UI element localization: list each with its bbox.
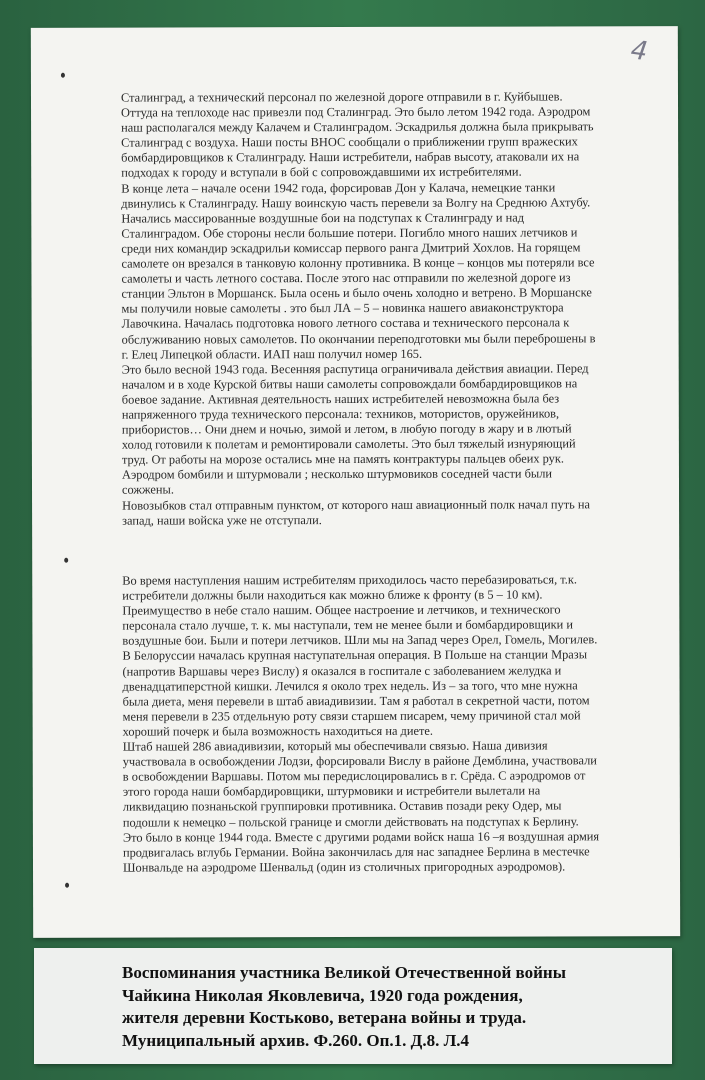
- text-line: труд. От работы на морозе остались мне на память контрактуры пальцев обеих рук.: [121, 451, 564, 467]
- caption-line: Муниципальный архив. Ф.260. Оп.1. Д.8. Л.4: [122, 1030, 469, 1050]
- text-line: самолете он врезался в танковую колонну противника. В конце – концов мы потеряли все: [121, 255, 595, 271]
- text-line: В конце лета – начале осени 1942 года, форсировав Дон у Калача, немецкие танки: [121, 180, 556, 196]
- text-line: в освобождении Варшавы. Потом мы передислоцировались в г. Срёда. С аэродромов от: [122, 768, 586, 784]
- handwritten-page-number: 4: [629, 35, 650, 68]
- text-line: самолеты и часть летного состава. После этого нас отправили по железной дороге из: [121, 270, 571, 286]
- document-sheet: [31, 26, 680, 938]
- text-line: напряженного труда технического персонала: техников, мотористов, оружейников,: [121, 406, 560, 422]
- text-line: Начались массированные воздушные бои на подступах к Сталинграду и над: [121, 210, 525, 226]
- text-line: запад, наши войска уже не отступали.: [122, 512, 322, 528]
- text-line: холод готовили к полетам и ремонтировали самолеты. Это был тяжелый изнуряющий: [121, 436, 576, 452]
- text-line: бомбардировщиков к Сталинграду. Наши истребители, набрав высоту, атаковали их на: [121, 149, 580, 165]
- text-line: была диета, меня перевели в штаб авиадивизии. Там я работал в секретной части, потом: [122, 693, 590, 709]
- text-line: продвигалась вглубь Германии. Война закончилась для нас западнее Берлина в местечке: [122, 844, 590, 860]
- text-line: двенадцатиперстной кишки. Лечился я около трех недель. Из – за того, что мне нужна: [122, 678, 578, 694]
- text-line: Лавочкина. Началась подготовка нового летного состава и технического персонала к: [121, 315, 570, 332]
- text-line: В Белоруссии началась крупная наступательная операция. В Польше на станции Мразы: [122, 647, 588, 664]
- text-line: боевое задание. Активная деятельность наших истребителей невозможна была без: [121, 391, 560, 407]
- text-line: Сталинград с воздуха. Наши посты ВНОС сообщали о приближении групп вражеских: [121, 134, 578, 150]
- text-line: этого города наши бомбардировщики, штурмовики и истребители вылетали на: [122, 783, 541, 799]
- text-line: хороший почерк и была возможность находиться на диете.: [122, 723, 433, 739]
- text-line: Это было в конце 1944 года. Вместе с другими родами войск наша 16 –я воздушная армия: [122, 828, 600, 845]
- text-line: мы получили новые самолеты . это был ЛА – 5 – новинка нашего авиаконструктора: [121, 300, 564, 316]
- text-line: Новозыбков стал отправным пунктом, от которого наш авиационный полк начал путь на: [122, 496, 591, 513]
- text-line: Шонвальде на аэродроме Шенвальд (один из столичных пригородных аэродромов).: [122, 859, 566, 875]
- text-line: Аэродром бомбили и штурмовали ; несколько штурмовиков соседней части были: [121, 466, 553, 482]
- text-line: обслуживанию новых самолетов. По окончании переподготовки мы были переброшены в: [121, 330, 596, 347]
- text-line: Во время наступления нашим истребителям приходилось часто перебазироваться, т.к.: [122, 572, 578, 588]
- staple-hole-mark: [61, 73, 65, 78]
- text-line: воздушные бои. Были и потери летчиков. Шли мы на Запад через Орел, Гомель, Могилев.: [122, 632, 598, 648]
- text-line: наш располагался между Калачем и Сталинградом. Эскадрилья должна была прикрывать: [121, 119, 594, 135]
- text-line: Сталинградом. Обе стороны несли большие потери. Погибло много наших летчиков и: [121, 225, 578, 241]
- text-line: Оттуда на теплоходе нас привезли под Сталинград. Это было летом 1942 года. Аэродром: [121, 104, 591, 120]
- text-line: подошли к немецко – польской границе и смогли действовать на подступах к Берлину.: [122, 813, 579, 830]
- caption-line: жителя деревни Костьково, ветерана войны и труда.: [122, 1008, 527, 1027]
- text-line: г. Елец Липецкой области. ИАП наш получил номер 165.: [121, 346, 423, 362]
- text-line: участвовала в освобождении Лодзи, форсировали Вислу в районе Демблина, участвовали: [122, 753, 597, 769]
- text-line: Сталинград, а технический персонал по железной дороге отправили в г. Куйбышев.: [120, 89, 563, 105]
- text-line: ликвидацию познаньской группировки противника. Оставив позади реку Одер, мы: [122, 798, 562, 815]
- text-line: Это было весной 1943 года. Весенняя распутица ограничивала действия авиации. Перед: [121, 361, 589, 377]
- memoir-text-part-2: [122, 572, 638, 875]
- caption-line: Воспоминания участника Великой Отечественной войны: [122, 963, 566, 982]
- text-line: истребители должны были находиться как можно ближе к фронту (в 5 – 10 км).: [122, 587, 543, 603]
- text-line: среди них командир эскадрильи комиссар первого ранга Дмитрий Хохлов. На горящем: [121, 240, 581, 256]
- staple-hole-mark: [64, 558, 68, 563]
- text-line: (напротив Варшавы через Вислу) я оказался в госпитале с заболеванием желудка и: [122, 663, 562, 679]
- memoir-text-part-1: [121, 89, 637, 528]
- caption-text: [122, 962, 642, 1052]
- text-line: станции Эльтон в Моршанск. Была осень и было очень холодно и ветрено. В Моршанске: [121, 285, 592, 301]
- text-line: началом и в ходе Курской битвы наши самолеты сопровождали бомбардировщиков на: [121, 376, 578, 392]
- caption-line: Чайкина Николая Яковлевича, 1920 года рождения,: [122, 985, 523, 1005]
- text-line: сожжены.: [122, 482, 174, 498]
- text-line: двинулись к Сталинграду. Нашу воинскую часть перевели за Волгу на Среднюю Ахтубу.: [121, 195, 591, 211]
- text-line: меня перевели в 235 отдельную роту связи старшем писарем, чему причиной стал мой: [122, 708, 581, 724]
- text-line: подходах к городу и вступали в бой с сопровождавшими их истребителями.: [121, 165, 522, 181]
- text-line: Преимущество в небе стало нашим. Общее настроение и летчиков, и технического: [122, 602, 561, 618]
- text-line: прибористов… Они днем и ночью, зимой и летом, в любую погоду в жару и в лютый: [121, 421, 572, 437]
- text-line: Штаб нашей 286 авиадивизии, который мы обеспечивали связью. Наша дивизия: [122, 738, 548, 754]
- text-line: персонала стало лучше, т. к. мы наступали, тем не менее были и бомбардировщики и: [122, 617, 574, 633]
- archive-caption-label: [34, 948, 672, 1064]
- staple-hole-mark: [65, 883, 69, 888]
